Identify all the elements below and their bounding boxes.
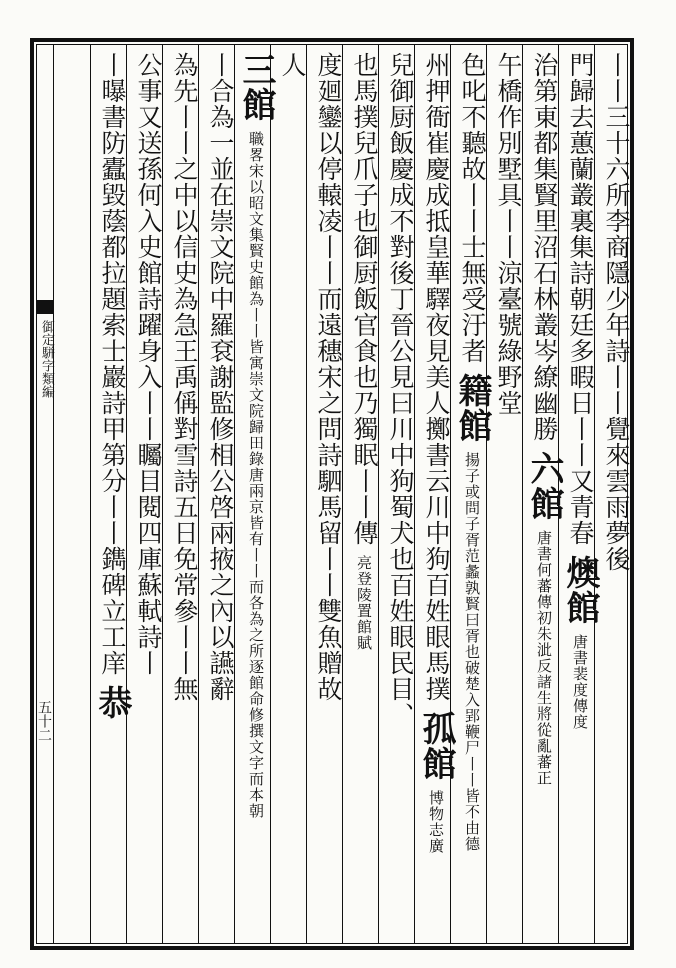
heading-note: 唐書裴度傳度 [571,633,589,730]
text-column-9 [308,52,348,932]
column-text: 丨合為一並在崇文院中羅袞謝監修相公啓兩掖之內以讌辭 [206,52,235,702]
text-column-4 [488,52,528,932]
text-column-11 [236,52,276,932]
heading-note: 揚子或問子胥范蠡孰賢曰胥也破楚入郢鞭尸丨丨皆不由德 [463,451,481,852]
text-column-12 [200,52,240,932]
text-column-7 [380,52,420,932]
text-column-8 [344,52,384,932]
heading-ji-guan: 籍館 [452,372,492,443]
column-text: 午橋作別墅具丨丨涼臺號綠野堂 [494,52,523,416]
book-spine-margin [36,44,54,944]
column-rule [90,44,91,944]
column-text: 丨曝書防蠹毀蔭都拉題索士巖詩甲第分丨丨鐫碑立工庠 [98,52,127,676]
text-column-2 [560,52,600,932]
heading-note: 職畧宋以昭文集賢史館為丨丨皆寓崇文院歸田錄唐兩京皆有丨丨而各為之所逐館命修撰文字而本朝 [247,130,265,819]
page-number: 五十二 [36,700,52,742]
heading-gu-guan: 孤館 [416,710,456,781]
heading-xun-guan: 燠館 [560,554,600,625]
book-title: 御定駢字類編 [39,320,54,398]
column-text: 度廻鑾以停轅凌丨丨而遠穗宋之問詩駟馬留丨丨雙魚贈故 [314,52,343,702]
heading-last-char: 恭 [92,684,132,720]
heading-note: 唐書何蕃傳初朱泚反諸生將從亂蕃正 [535,529,553,786]
text-column-14 [128,52,168,932]
column-text: 治第東都集賢里沼石林叢岑繚幽勝 [530,52,559,442]
column-text: 為先丨丨之中以信史為急王禹偁對雪詩五日免常參丨丨無 [170,52,199,702]
column-text: 州押衙崔慶成抵皇華驛夜見美人擲書云川中狗百姓眼馬撲 [422,52,451,702]
column-text: 公事又送孫何入史館詩躍身入丨丨矚目閱四庫蘇軾詩丨 [134,52,163,676]
heading-liu-guan: 六館 [524,450,564,521]
text-column-13 [164,52,204,932]
text-column-1 [596,52,636,932]
column-text: 色叱不聽故丨丨士無受汙者 [458,52,487,364]
column-text: 兒御厨飯慶成不對後丁晉公見曰川中狗蜀犬也百姓眼民目、 [386,52,415,728]
column-text: 人 [278,52,307,78]
text-column-15 [92,52,132,932]
column-text: 門歸去蕙蘭叢裏集詩朝廷多暇日丨丨又青春 [566,52,595,546]
text-column-3 [524,52,564,932]
text-column-5 [452,52,492,932]
fish-tail-mark [36,300,54,314]
column-text: 也馬撲兒爪子也御厨飯官食也乃獨眠丨丨傳 [350,52,379,546]
text-column-6 [416,52,456,932]
heading-san-guan: 三館 [236,52,276,122]
column-text: 丨丨三十六所李商隱少年詩丨丨覺來雲雨夢後 [602,52,631,572]
text-column-10 [272,52,312,932]
inline-note: 亮登陵置館賦 [355,554,373,651]
heading-note: 博物志廣 [427,789,445,854]
